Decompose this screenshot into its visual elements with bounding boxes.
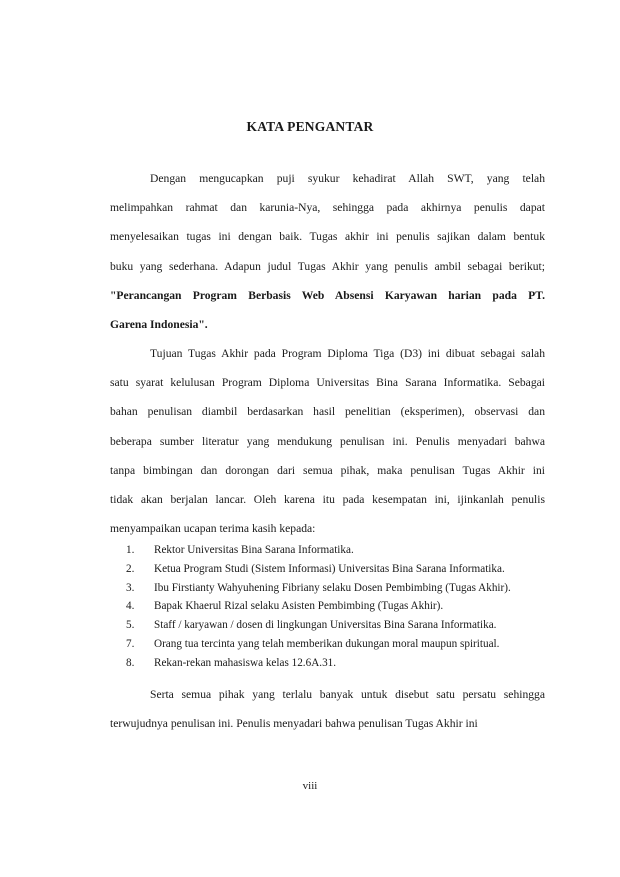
paragraph-line: beberapa sumber literatur yang mendukung penulisan ini. Penulis menyadari bahwa [110,434,545,448]
list-item-text: Bapak Khaerul Rizal selaku Asisten Pembimbing (Tugas Akhir). [154,600,444,613]
list-item [126,597,556,616]
paragraph-closing [110,680,545,738]
paragraph-line: menyelesaikan tugas ini dengan baik. Tugas akhir ini penulis sajikan dalam bentuk [110,230,545,244]
page-number: viii [302,780,318,792]
list-item-number: 8. [126,656,135,669]
paragraph-line: terwujudnya penulisan ini. Penulis menyadari bahwa penulisan Tugas Akhir ini [110,717,478,731]
list-item-number: 4. [126,600,135,613]
paragraph-line: bahan penulisan diambil berdasarkan hasil penelitian (eksperimen), observasi dan [110,405,545,419]
paragraph-line: Serta semua pihak yang terlalu banyak untuk disebut satu persatu sehingga [150,688,545,701]
paragraph-line: tidak akan berjalan lancar. Oleh karena itu pada kesempatan ini, ijinkanlah penulis [110,493,545,507]
list-item [126,579,556,598]
paragraph-line: Tujuan Tugas Akhir pada Program Diploma Tiga (D3) ini dibuat sebagai salah [150,347,545,360]
list-item-number: 3. [126,581,135,594]
paragraph-line: tanpa bimbingan dan dorongan dari semua pihak, maka penulisan Tugas Akhir ini [110,463,545,477]
paragraph-line: Dengan mengucapkan puji syukur kehadirat Allah SWT, yang telah [150,172,545,185]
paragraph-line: satu syarat kelulusan Program Diploma Universitas Bina Sarana Informatika. Sebagai [110,376,545,390]
list-item-number: 1. [126,544,135,556]
paragraph-line: melimpahkan rahmat dan karunia-Nya, sehingga pada akhirnya penulis dapat [110,201,545,215]
thesis-title-line: "Perancangan Program Berbasis Web Absensi Karyawan harian pada PT. [110,288,545,302]
list-item-text: Staff / karyawan / dosen di lingkungan Universitas Bina Sarana Informatika. [154,619,497,632]
acknowledgement-list [126,541,556,673]
list-item [126,560,556,579]
list-item-number: 5. [126,619,135,632]
paragraph-line: menyampaikan ucapan terima kasih kepada: [110,522,316,536]
page-title: KATA PENGANTAR [246,119,374,134]
paragraph-intro [110,164,545,339]
list-item [126,635,556,654]
paragraph-line: buku yang sederhana. Adapun judul Tugas Akhir yang penulis ambil sebagai berikut; [110,259,545,273]
list-item-text: Rektor Universitas Bina Sarana Informatika. [154,544,354,556]
paragraph-purpose [110,339,545,543]
list-item [126,654,556,673]
thesis-title-line: Garena Indonesia". [110,318,208,332]
list-item-text: Ibu Firstianty Wahyuhening Fibriany selaku Dosen Pembimbing (Tugas Akhir). [154,581,511,594]
list-item-text: Orang tua tercinta yang telah memberikan dukungan moral maupun spiritual. [154,637,500,650]
list-item-number: 7. [126,637,135,650]
list-item-text: Rekan-rekan mahasiswa kelas 12.6A.31. [154,656,337,669]
list-item-number: 2. [126,562,135,575]
list-item-text: Ketua Program Studi (Sistem Informasi) Universitas Bina Sarana Informatika. [154,562,505,575]
list-item [126,541,556,560]
list-item [126,616,556,635]
